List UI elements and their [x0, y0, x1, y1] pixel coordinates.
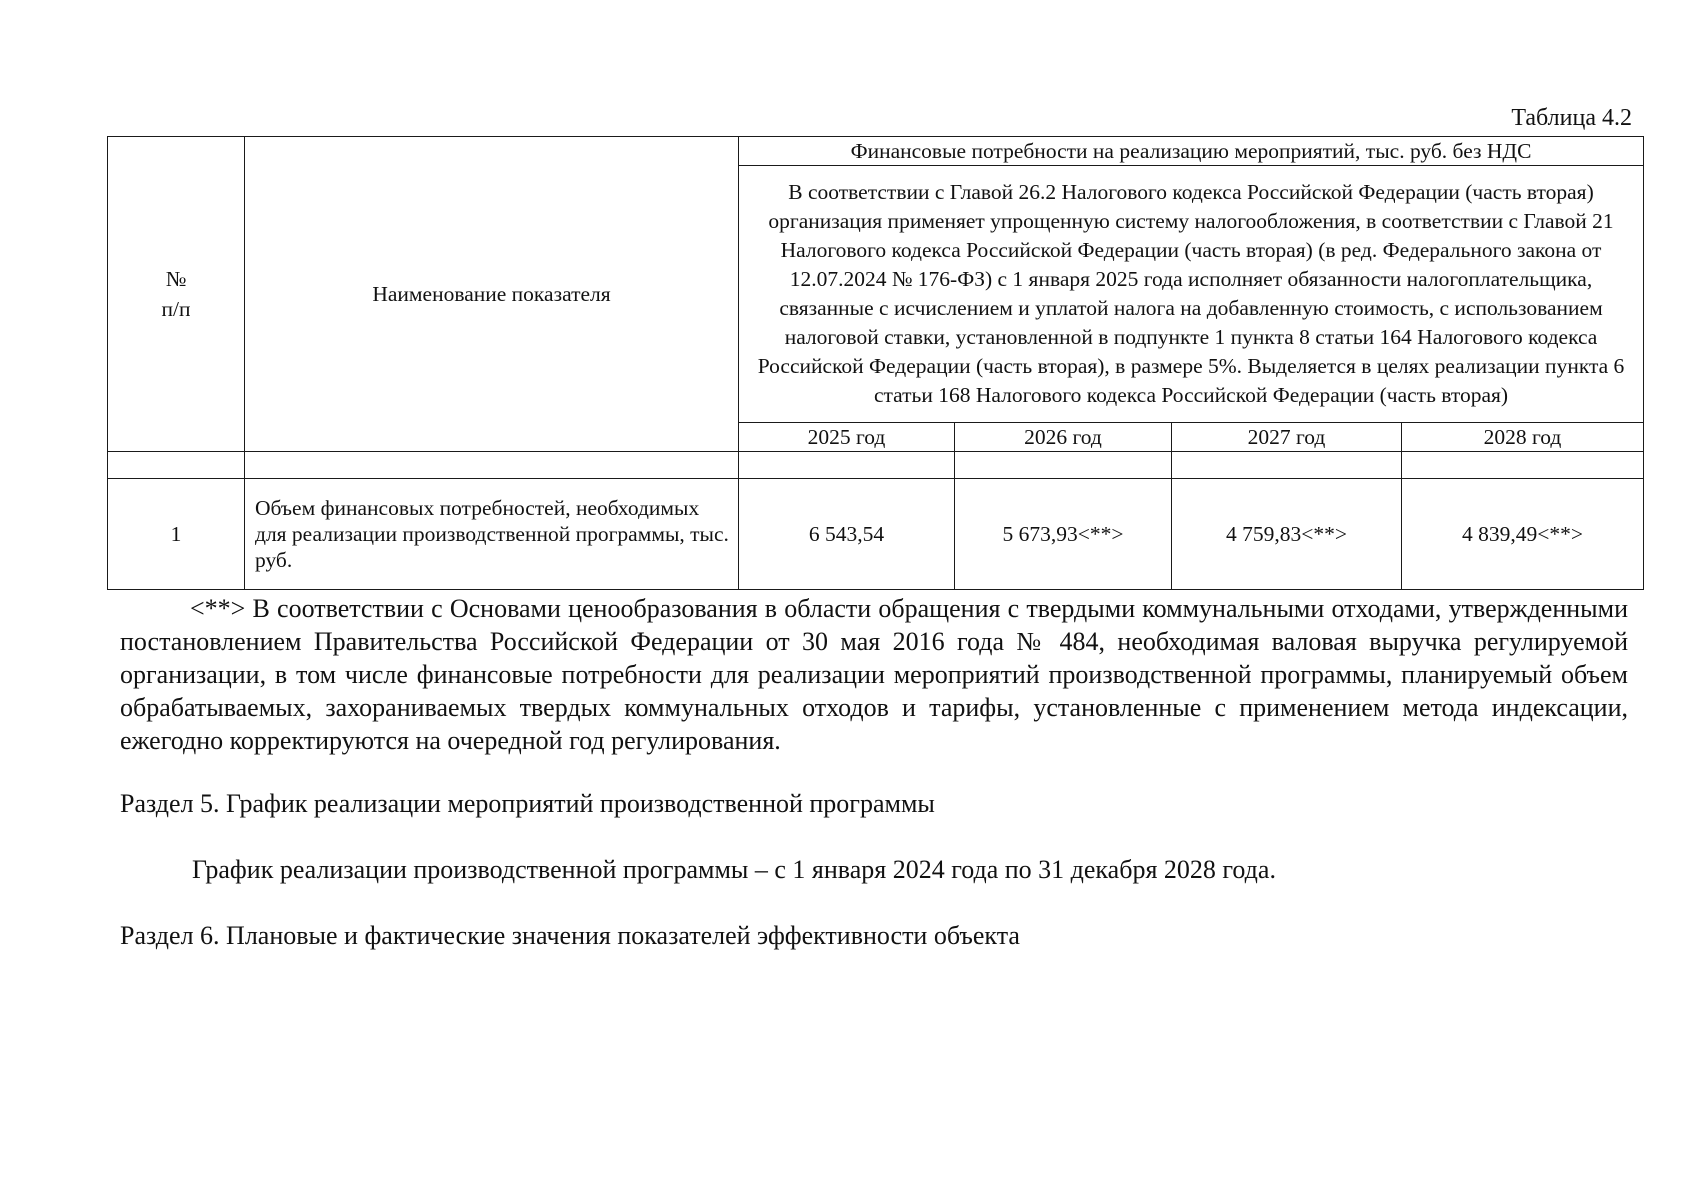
header-number-label: № п/п	[161, 267, 191, 321]
row-value-2026: 5 673,93<**>	[955, 479, 1172, 590]
column-index	[108, 452, 245, 479]
section-6-heading: Раздел 6. Плановые и фактические значения показателей эффективности объекта	[120, 921, 1020, 950]
column-index	[739, 452, 955, 479]
footnote-paragraph: <**> В соответствии с Основами ценообразования в области обращения с твердыми коммунальными отходами, утвержденными постановлением Правительства Российской Федерации от 30 мая 2016 года № 484, необходимая валовая выручка регулируемой организации, в том числе финансовые потребности для реализации мероприятий производственной программы, планируемый объем обрабатываемых, захораниваемых твердых коммунальных отходов и тарифы, установленные с применением метода индексации, ежегодно корректируются на очередной год регулирования.	[120, 594, 1628, 755]
column-index-row	[108, 452, 1644, 479]
header-year-2026: 2026 год	[955, 423, 1172, 452]
header-indicator-cell	[245, 137, 739, 452]
header-group-title: Финансовые потребности на реализацию мероприятий, тыс. руб. без НДС	[739, 137, 1644, 166]
section-5-heading: Раздел 5. График реализации мероприятий производственной программы	[120, 789, 935, 818]
table-caption: Таблица 4.2	[1511, 105, 1632, 131]
section-5-text: График реализации производственной программы – с 1 января 2024 года по 31 декабря 2028 года.	[192, 855, 1276, 884]
row-value-2025: 6 543,54	[739, 479, 955, 590]
row-value-2028: 4 839,49<**>	[1402, 479, 1644, 590]
row-value-2027: 4 759,83<**>	[1172, 479, 1402, 590]
table-header-row	[108, 137, 1644, 166]
financial-needs-table	[107, 136, 1644, 590]
header-tax-note: В соответствии с Главой 26.2 Налогового кодекса Российской Федерации (часть вторая) организация применяет упрощенную систему налогообложения, в соответствии с Главой 21 Налогового кодекса Российской Федерации (часть вторая) (в ред. Федерального закона от 12.07.2024 № 176-ФЗ) с 1 января 2025 года исполняет обязанности налогоплательщика, связанные с исчислением и уплатой налога на добавленную стоимость, с использованием налоговой ставки, установленной в подпункте 1 пункта 8 статьи 164 Налогового кодекса Российской Федерации (часть вторая), в размере 5%. Выделяется в целях реализации пункта 6 статьи 168 Налогового кодекса Российской Федерации (часть вторая)	[757, 180, 1625, 407]
table-row	[108, 479, 1644, 590]
column-index	[1172, 452, 1402, 479]
header-tax-note-cell	[739, 166, 1644, 423]
column-index	[955, 452, 1172, 479]
header-year-2027: 2027 год	[1172, 423, 1402, 452]
column-index	[245, 452, 739, 479]
header-year-2025: 2025 год	[739, 423, 955, 452]
column-index	[1402, 452, 1644, 479]
row-indicator: Объем финансовых потребностей, необходимых для реализации производственной программы, тыс. руб.	[245, 479, 739, 590]
header-indicator-label: Наименование показателя	[372, 281, 611, 306]
header-number-cell	[108, 137, 245, 452]
row-number: 1	[108, 479, 245, 590]
header-year-2028: 2028 год	[1402, 423, 1644, 452]
